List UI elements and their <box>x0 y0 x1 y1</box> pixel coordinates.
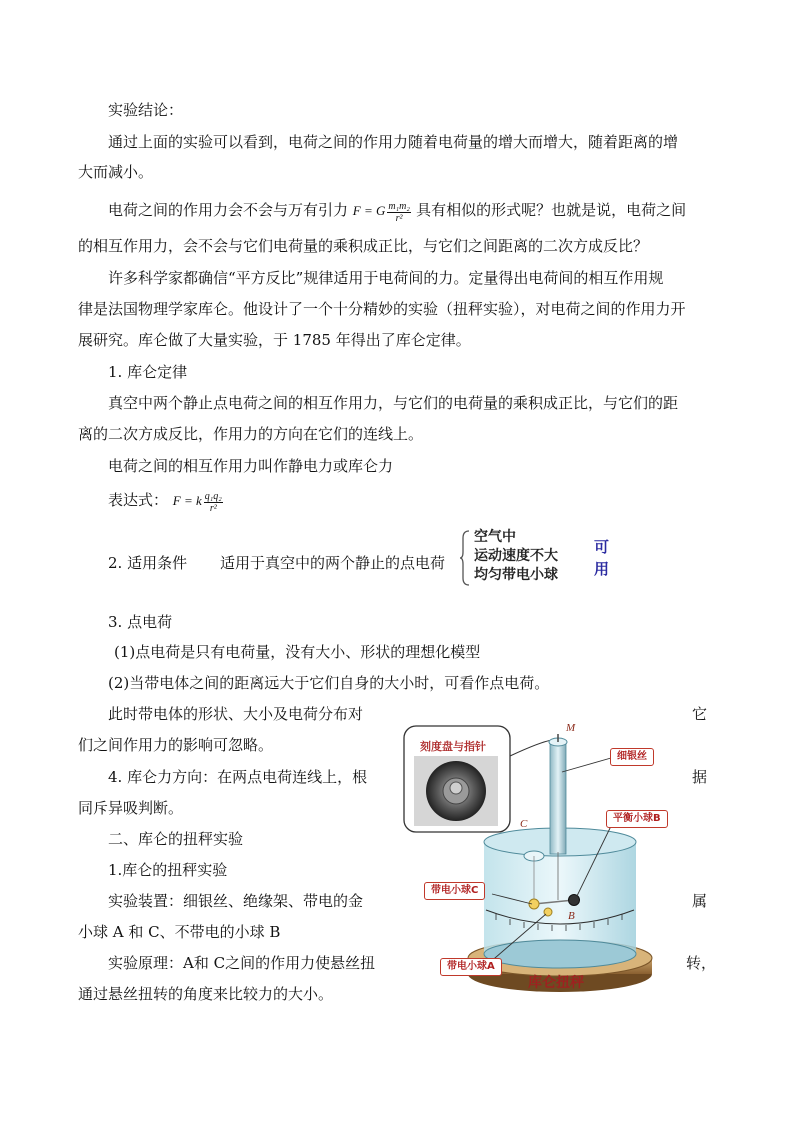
section-4-line-2: 同斥异吸判断。 <box>78 799 184 817</box>
inset-title: 刻度盘与指针 <box>420 740 486 753</box>
section-4-line-1a: 4. 库仑力方向：在两点电荷连线上，根 <box>108 768 368 786</box>
paragraph-3-line-3: 展研究。库仑做了大量实验，于 1785 年得出了库仑定律。 <box>78 331 471 349</box>
usable-char: 用 <box>594 560 610 578</box>
section-4-line-1b: 据 <box>692 768 708 786</box>
conclusion-title: 实验结论： <box>108 101 184 119</box>
gravity-formula <box>352 200 416 224</box>
paragraph-2-line-1 <box>108 200 686 224</box>
letter-m: M <box>566 722 576 734</box>
principle-line-1a: 实验原理：A和 C之间的作用力使悬丝扭 <box>108 954 376 972</box>
callout-ball-c: 带电小球C <box>424 882 485 900</box>
section-1-line-2: 离的二次方成反比，作用力的方向在它们的连线上。 <box>78 425 424 443</box>
coulomb-formula-fraction <box>204 491 223 514</box>
expression-line <box>108 490 225 514</box>
section-3-line-2: (2)当带电体之间的距离远大于它们自身的大小时，可看作点电荷。 <box>108 674 550 692</box>
section-3-line-4: 们之间作用力的影响可忽略。 <box>78 736 274 754</box>
callout-ball-b: 平衡小球B <box>606 810 668 828</box>
coulomb-formula-lhs: F = k <box>172 493 202 508</box>
coulomb-formula-denominator: r² <box>209 502 217 514</box>
coulomb-formula <box>172 490 225 514</box>
figure-caption: 库仑扭秤 <box>528 975 584 991</box>
usable-label <box>594 536 612 580</box>
section-1-heading: 1. 库仑定律 <box>108 363 188 381</box>
condition-item: 均匀带电小球 <box>474 567 558 583</box>
principle-line-2: 通过悬丝扭转的角度来比较力的大小。 <box>78 985 334 1003</box>
part-2-subheading: 1.库仑的扭秤实验 <box>108 861 228 879</box>
condition-item: 运动速度不大 <box>474 548 558 564</box>
section-1-line-3: 电荷之间的相互作用力叫作静电力或库仑力 <box>108 457 394 475</box>
gravity-formula-numerator: m₁m₂ <box>388 200 410 212</box>
section-3-line-1: (1)点电荷是只有电荷量，没有大小、形状的理想化模型 <box>114 643 481 661</box>
condition-list <box>474 528 558 585</box>
section-2-text: 适用于真空中的两个静止的点电荷 <box>220 554 446 572</box>
expression-label: 表达式： <box>108 491 169 509</box>
letter-c: C <box>520 818 528 830</box>
section-1-line-1: 真空中两个静止点电荷之间的相互作用力，与它们的电荷量的乘积成正比，与它们的距 <box>108 394 679 412</box>
paragraph-2-line-2: 的相互作用力，会不会与它们电荷量的乘积成正比，与它们之间距离的二次方成反比？ <box>78 237 649 255</box>
callout-silver-wire: 细银丝 <box>610 748 654 766</box>
letter-b: B <box>568 910 575 922</box>
paragraph-3-line-2: 律是法国物理学家库仑。他设计了一个十分精妙的实验（扭秤实验），对电荷之间的作用力开 <box>78 300 686 318</box>
principle-line-1b: 转， <box>686 954 717 972</box>
section-2-label: 2. 适用条件 <box>108 554 188 572</box>
paragraph-3-line-1: 许多科学家都确信“平方反比”规律适用于电荷间的力。定量得出电荷间的相互作用规 <box>108 269 664 287</box>
coulomb-formula-numerator: q₁q₂ <box>204 490 222 502</box>
callout-ball-a: 带电小球A <box>440 958 502 976</box>
section-3-heading: 3. 点电荷 <box>108 613 173 631</box>
condition-item: 空气中 <box>474 529 516 545</box>
gravity-formula-lhs: F = G <box>352 203 386 218</box>
paragraph-2-text-a: 电荷之间的作用力会不会与万有引力 <box>108 201 349 219</box>
paragraph-2-text-b: 具有相似的形式呢？也就是说，电荷之间 <box>416 201 687 219</box>
torsion-balance-figure <box>400 712 700 1002</box>
paragraph-1-line-1: 通过上面的实验可以看到，电荷之间的作用力随着电荷量的增大而增大，随着距离的增 <box>108 133 679 151</box>
apparatus-line-2: 小球 A 和 C、不带电的小球 B <box>78 923 281 941</box>
section-3-line-3a: 此时带电体的形状、大小及电荷分布对 <box>108 705 364 723</box>
apparatus-line-1a: 实验装置：细银丝、绝缘架、带电的金 <box>108 892 364 910</box>
apparatus-line-1b: 属 <box>692 892 708 910</box>
section-3-line-3b: 它 <box>692 705 708 723</box>
left-brace <box>460 530 470 586</box>
part-2-heading: 二、库仑的扭秤实验 <box>108 830 244 848</box>
paragraph-1-line-2: 大而减小。 <box>78 163 154 181</box>
usable-char: 可 <box>594 538 610 556</box>
gravity-formula-fraction <box>387 201 410 224</box>
gravity-formula-denominator: r² <box>395 212 403 224</box>
